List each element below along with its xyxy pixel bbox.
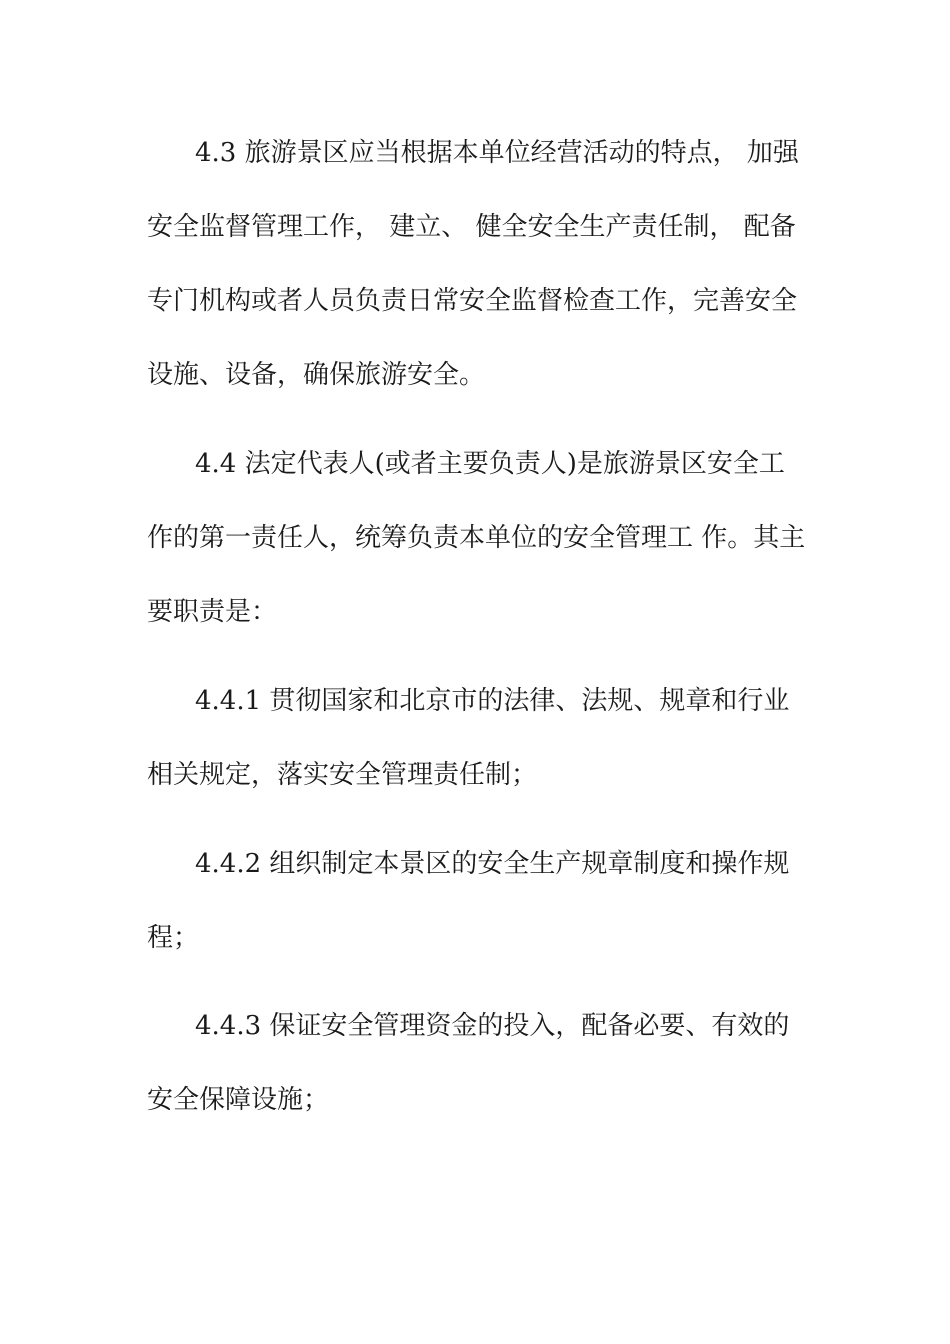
paragraph-4-4-line-3: 要职责是： <box>147 597 278 627</box>
paragraph-4-4-3-line-2: 安全保障设施； <box>147 1085 330 1115</box>
paragraph-4-4-3-line-1: 4.4.3 保证安全管理资金的投入，配备必要、有效的 <box>195 1011 790 1041</box>
paragraph-4-4-2-line-1: 4.4.2 组织制定本景区的安全生产规章制度和操作规 <box>195 849 790 879</box>
paragraph-4-3-line-4: 设施、设备，确保旅游安全。 <box>147 360 486 390</box>
paragraph-4-4-line-2: 作的第一责任人，统筹负责本单位的安全管理工 作。其主 <box>147 523 806 553</box>
paragraph-4-4-1-line-2: 相关规定，落实安全管理责任制； <box>147 760 538 790</box>
paragraph-4-4-line-1: 4.4 法定代表人(或者主要负责人)是旅游景区安全工 <box>195 449 785 479</box>
paragraph-4-3-line-2: 安全监督管理工作， 建立、 健全安全生产责任制， 配备 <box>147 212 796 242</box>
paragraph-4-3-line-3: 专门机构或者人员负责日常安全监督检查工作，完善安全 <box>147 286 798 316</box>
paragraph-4-4-2-line-2: 程； <box>147 923 200 953</box>
paragraph-4-3-line-1: 4.3 旅游景区应当根据本单位经营活动的特点， 加强 <box>195 138 799 168</box>
paragraph-4-4-1-line-1: 4.4.1 贯彻国家和北京市的法律、法规、规章和行业 <box>195 686 790 716</box>
